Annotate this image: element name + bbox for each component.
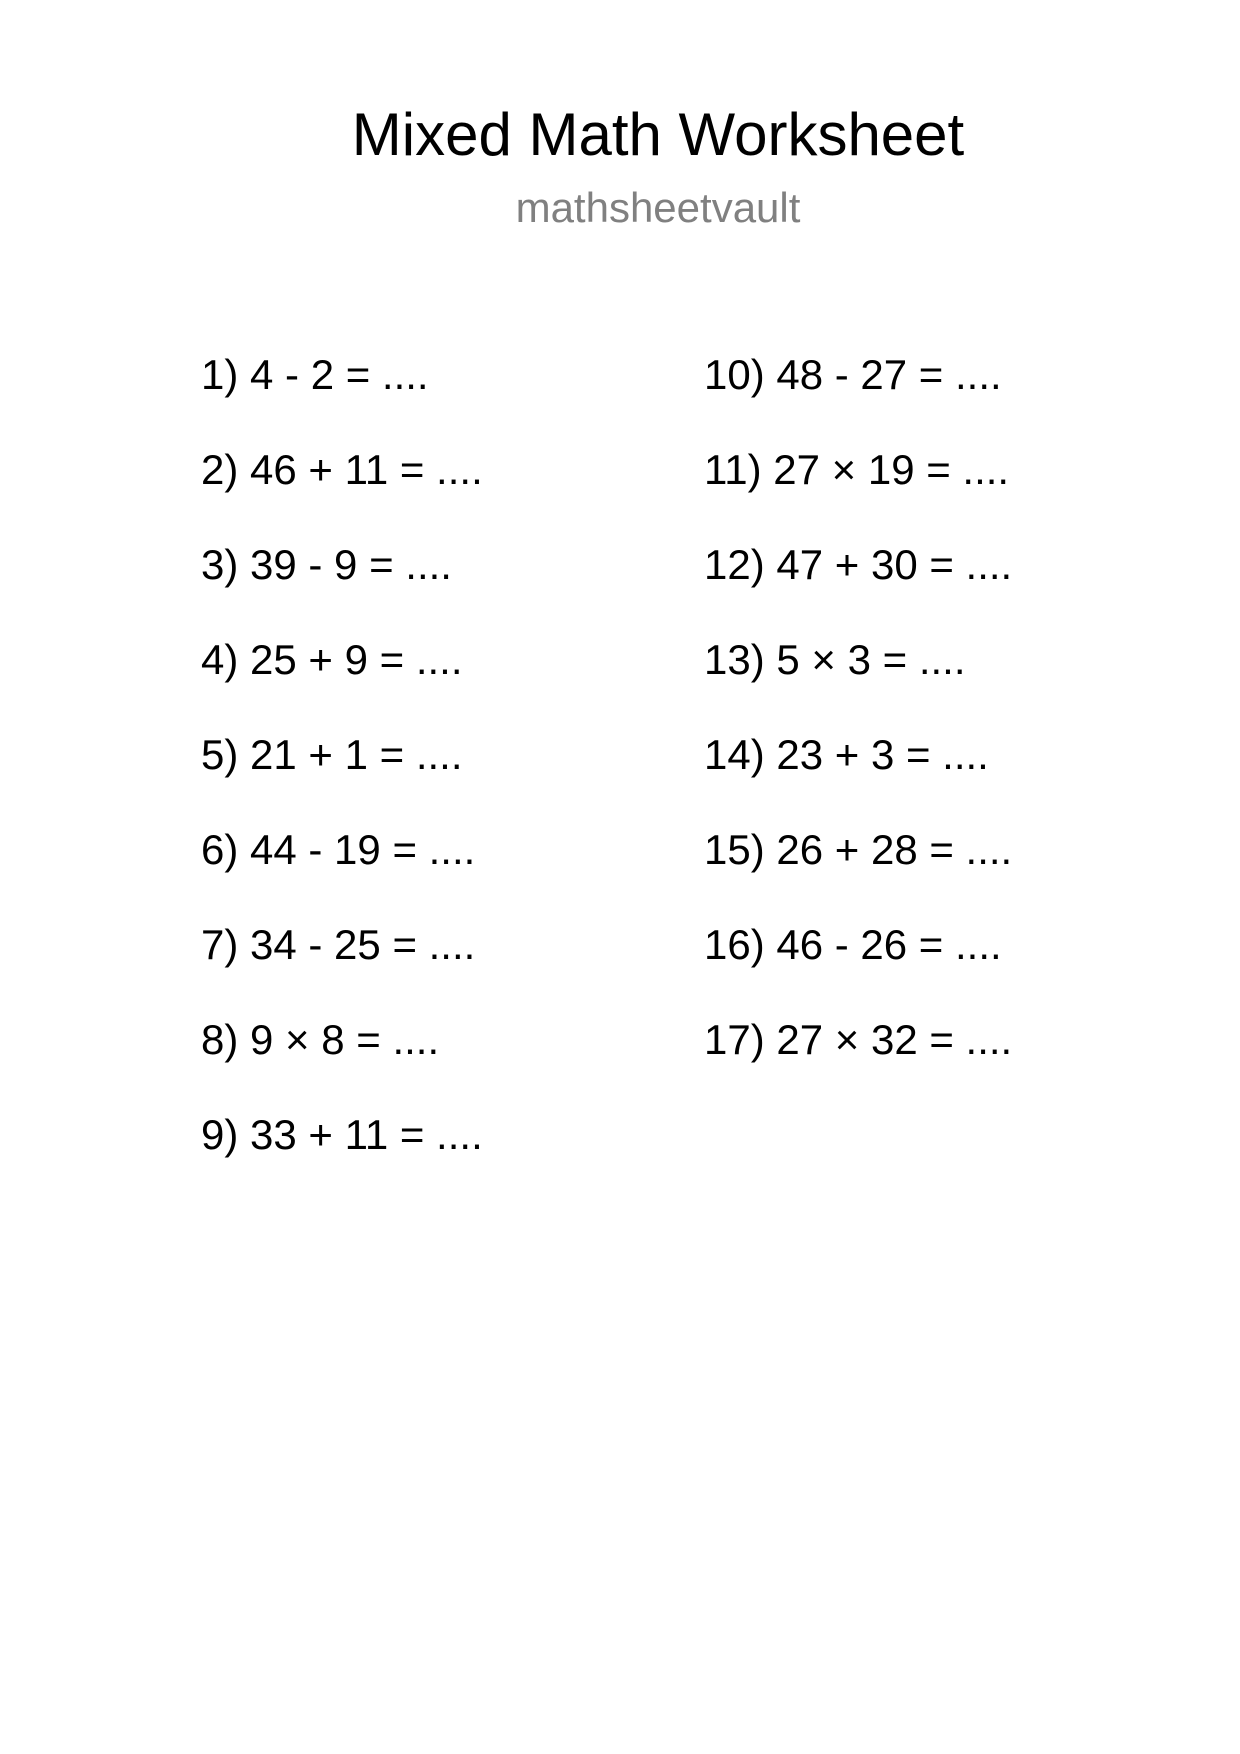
problem-item: 11) 27 × 19 = ....	[704, 446, 1010, 493]
problem-item: 14) 23 + 3 = ....	[704, 731, 989, 778]
problems-column-left	[201, 350, 483, 1205]
problem-item: 7) 34 - 25 = ....	[201, 921, 476, 968]
problems-column-right	[704, 350, 1012, 1110]
problem-item: 8) 9 × 8 = ....	[201, 1016, 440, 1063]
problem-item: 1) 4 - 2 = ....	[201, 351, 429, 398]
problem-item: 9) 33 + 11 = ....	[201, 1111, 483, 1158]
problem-item: 17) 27 × 32 = ....	[704, 1016, 1013, 1063]
problem-item: 12) 47 + 30 = ....	[704, 541, 1013, 588]
problem-item: 13) 5 × 3 = ....	[704, 636, 966, 683]
problem-item: 4) 25 + 9 = ....	[201, 636, 463, 683]
problem-item: 2) 46 + 11 = ....	[201, 446, 483, 493]
problem-item: 10) 48 - 27 = ....	[704, 351, 1002, 398]
problem-item: 5) 21 + 1 = ....	[201, 731, 463, 778]
problem-item: 16) 46 - 26 = ....	[704, 921, 1002, 968]
problem-item: 15) 26 + 28 = ....	[704, 826, 1013, 873]
problem-item: 6) 44 - 19 = ....	[201, 826, 476, 873]
problem-item: 3) 39 - 9 = ....	[201, 541, 452, 588]
worksheet-title: Mixed Math Worksheet	[351, 101, 965, 168]
worksheet-source: mathsheetvault	[515, 184, 801, 231]
